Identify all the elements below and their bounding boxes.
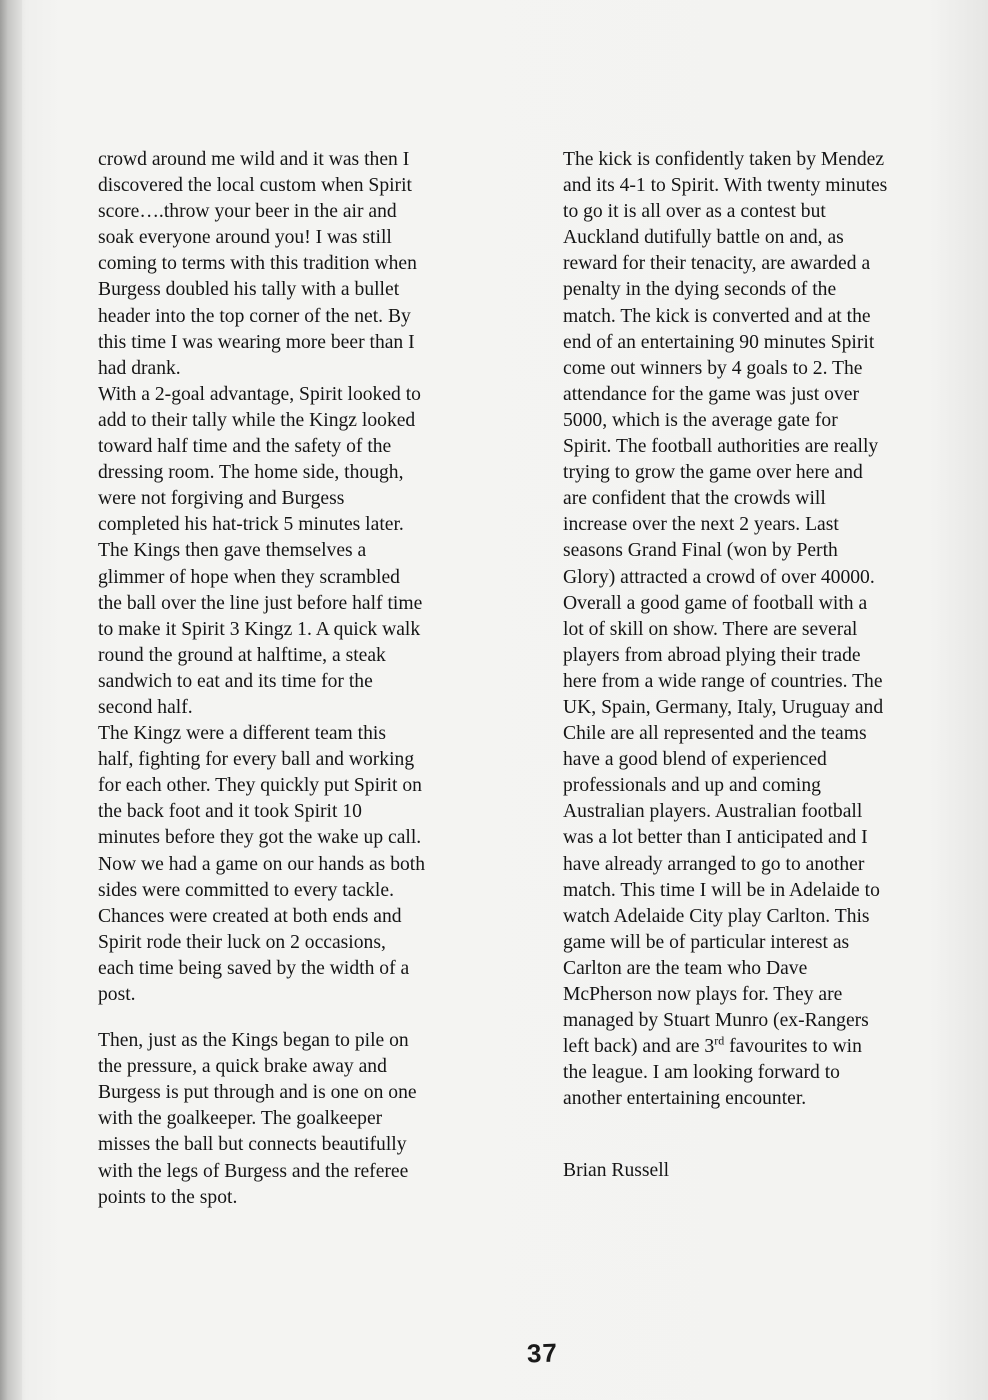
text-line: add to their tally while the Kingz looked	[98, 409, 416, 431]
text-line: The Kingz were a different team this	[98, 723, 386, 745]
text-line: attendance for the game was just over	[563, 383, 859, 405]
text-line: glimmer of hope when they scrambled	[98, 566, 400, 588]
text-line: and its 4-1 to Spirit. With twenty minutes	[563, 175, 888, 197]
text-line: here from a wide range of countries. The	[563, 670, 883, 692]
text-line: Spirit rode their luck on 2 occasions,	[98, 931, 386, 953]
text-line: watch Adelaide City play Carlton. This	[563, 905, 870, 927]
right-paragraph-1	[563, 147, 953, 1112]
text-fragment: favourites to win	[724, 1036, 862, 1058]
text-line: the pressure, a quick brake away and	[98, 1056, 387, 1078]
text-line: penalty in the dying seconds of the	[563, 279, 837, 301]
left-paragraph-4	[98, 1028, 488, 1211]
text-line: score….throw your beer in the air and	[98, 201, 397, 223]
text-line: Then, just as the Kings began to pile on	[98, 1030, 409, 1052]
text-line: UK, Spain, Germany, Italy, Uruguay and	[563, 696, 884, 718]
text-line: Spirit. The football authorities are really	[563, 436, 879, 458]
text-line: Carlton are the team who Dave	[563, 957, 808, 979]
text-line: Glory) attracted a crowd of over 40000.	[563, 566, 875, 588]
text-line: misses the ball but connects beautifully	[98, 1134, 407, 1156]
text-line: toward half time and the safety of the	[98, 436, 392, 458]
text-line: With a 2-goal advantage, Spirit looked to	[98, 383, 421, 405]
page-number: 37	[526, 1337, 559, 1369]
text-line: Burgess is put through and is one on one	[98, 1082, 417, 1104]
text-line: come out winners by 4 goals to 2. The	[563, 357, 863, 379]
text-line: was a lot better than I anticipated and I	[563, 827, 868, 849]
text-line: completed his hat-trick 5 minutes later.	[98, 514, 404, 536]
text-fragment: left back) and are 3	[563, 1036, 715, 1058]
text-line: coming to terms with this tradition when	[98, 253, 417, 275]
bleed-through-heading	[330, 98, 341, 124]
text-line: match. The kick is converted and at the	[563, 305, 871, 327]
text-line: another entertaining encounter.	[563, 1088, 807, 1110]
paragraph-gap	[98, 1008, 488, 1028]
page-spine-shadow	[0, 0, 22, 1400]
text-line: half, fighting for every ball and working	[98, 749, 415, 771]
text-line: crowd around me wild and it was then I	[98, 149, 410, 170]
left-paragraph-1	[98, 147, 488, 382]
left-paragraph-3	[98, 721, 488, 1008]
text-line: this time I was wearing more beer than I	[98, 331, 415, 353]
text-line: second half.	[98, 696, 193, 718]
text-line: with the goalkeeper. The goalkeeper	[98, 1108, 383, 1130]
text-line: points to the spot.	[98, 1186, 238, 1208]
text-line: The Kings then gave themselves a	[98, 540, 367, 562]
left-paragraph-2	[98, 382, 488, 721]
text-line: the league. I am looking forward to	[563, 1062, 840, 1084]
right-column	[563, 147, 953, 1185]
text-line: the ball over the line just before half time	[98, 592, 423, 614]
text-line: were not forgiving and Burgess	[98, 488, 345, 510]
text-line: seasons Grand Final (won by Perth	[563, 540, 838, 562]
text-line: Burgess doubled his tally with a bullet	[98, 279, 400, 301]
ordinal-superscript: rd	[714, 1033, 725, 1048]
author-signature: Brian Russell	[563, 1160, 670, 1182]
text-line: Chile are all represented and the teams	[563, 723, 867, 745]
text-line: professionals and up and coming	[563, 775, 821, 797]
text-line: Now we had a game on our hands as both	[98, 853, 426, 875]
text-line: Overall a good game of football with a	[563, 592, 868, 614]
text-line: post.	[98, 984, 136, 1005]
left-column	[98, 147, 488, 1211]
text-line: Auckland dutifully battle on and, as	[563, 227, 844, 249]
text-line: the back foot and it took Spirit 10	[98, 801, 362, 823]
text-line: reward for their tenacity, are awarded a	[563, 253, 871, 275]
text-line: managed by Stuart Munro (ex-Rangers	[563, 1010, 869, 1032]
text-line: had drank.	[98, 357, 181, 379]
text-line: players from abroad plying their trade	[563, 644, 861, 666]
text-line: each time being saved by the width of a	[98, 957, 410, 979]
text-line: McPherson now plays for. They are	[563, 984, 843, 1005]
text-line: soak everyone around you! I was still	[98, 227, 392, 249]
text-line: 5000, which is the average gate for	[563, 409, 838, 431]
text-line: to make it Spirit 3 Kingz 1. A quick walk	[98, 618, 421, 640]
text-line: increase over the next 2 years. Last	[563, 514, 839, 536]
text-line: Australian players. Australian football	[563, 801, 863, 823]
paragraph-gap	[563, 1112, 953, 1158]
text-line: lot of skill on show. There are several	[563, 618, 858, 640]
text-line: end of an entertaining 90 minutes Spirit	[563, 331, 875, 353]
text-line: with the legs of Burgess and the referee	[98, 1160, 409, 1182]
text-line: for each other. They quickly put Spirit on	[98, 775, 422, 797]
text-line: have a good blend of experienced	[563, 749, 827, 771]
text-line: match. This time I will be in Adelaide to	[563, 879, 880, 901]
text-line: have already arranged to go to another	[563, 853, 865, 875]
text-line: dressing room. The home side, though,	[98, 462, 404, 484]
text-line: Chances were created at both ends and	[98, 905, 402, 927]
text-line: are confident that the crowds will	[563, 488, 826, 510]
text-line-with-superscript	[563, 1034, 953, 1060]
text-line: game will be of particular interest as	[563, 931, 850, 953]
text-line: sides were committed to every tackle.	[98, 879, 394, 901]
text-line: round the ground at halftime, a steak	[98, 644, 386, 666]
text-line: The kick is confidently taken by Mendez	[563, 149, 885, 170]
text-line: discovered the local custom when Spirit	[98, 175, 412, 197]
text-line: sandwich to eat and its time for the	[98, 670, 373, 692]
text-line: trying to grow the game over here and	[563, 462, 863, 484]
text-line: to go it is all over as a contest but	[563, 201, 826, 223]
text-line: header into the top corner of the net. By	[98, 305, 411, 327]
text-line: minutes before they got the wake up call.	[98, 827, 422, 849]
